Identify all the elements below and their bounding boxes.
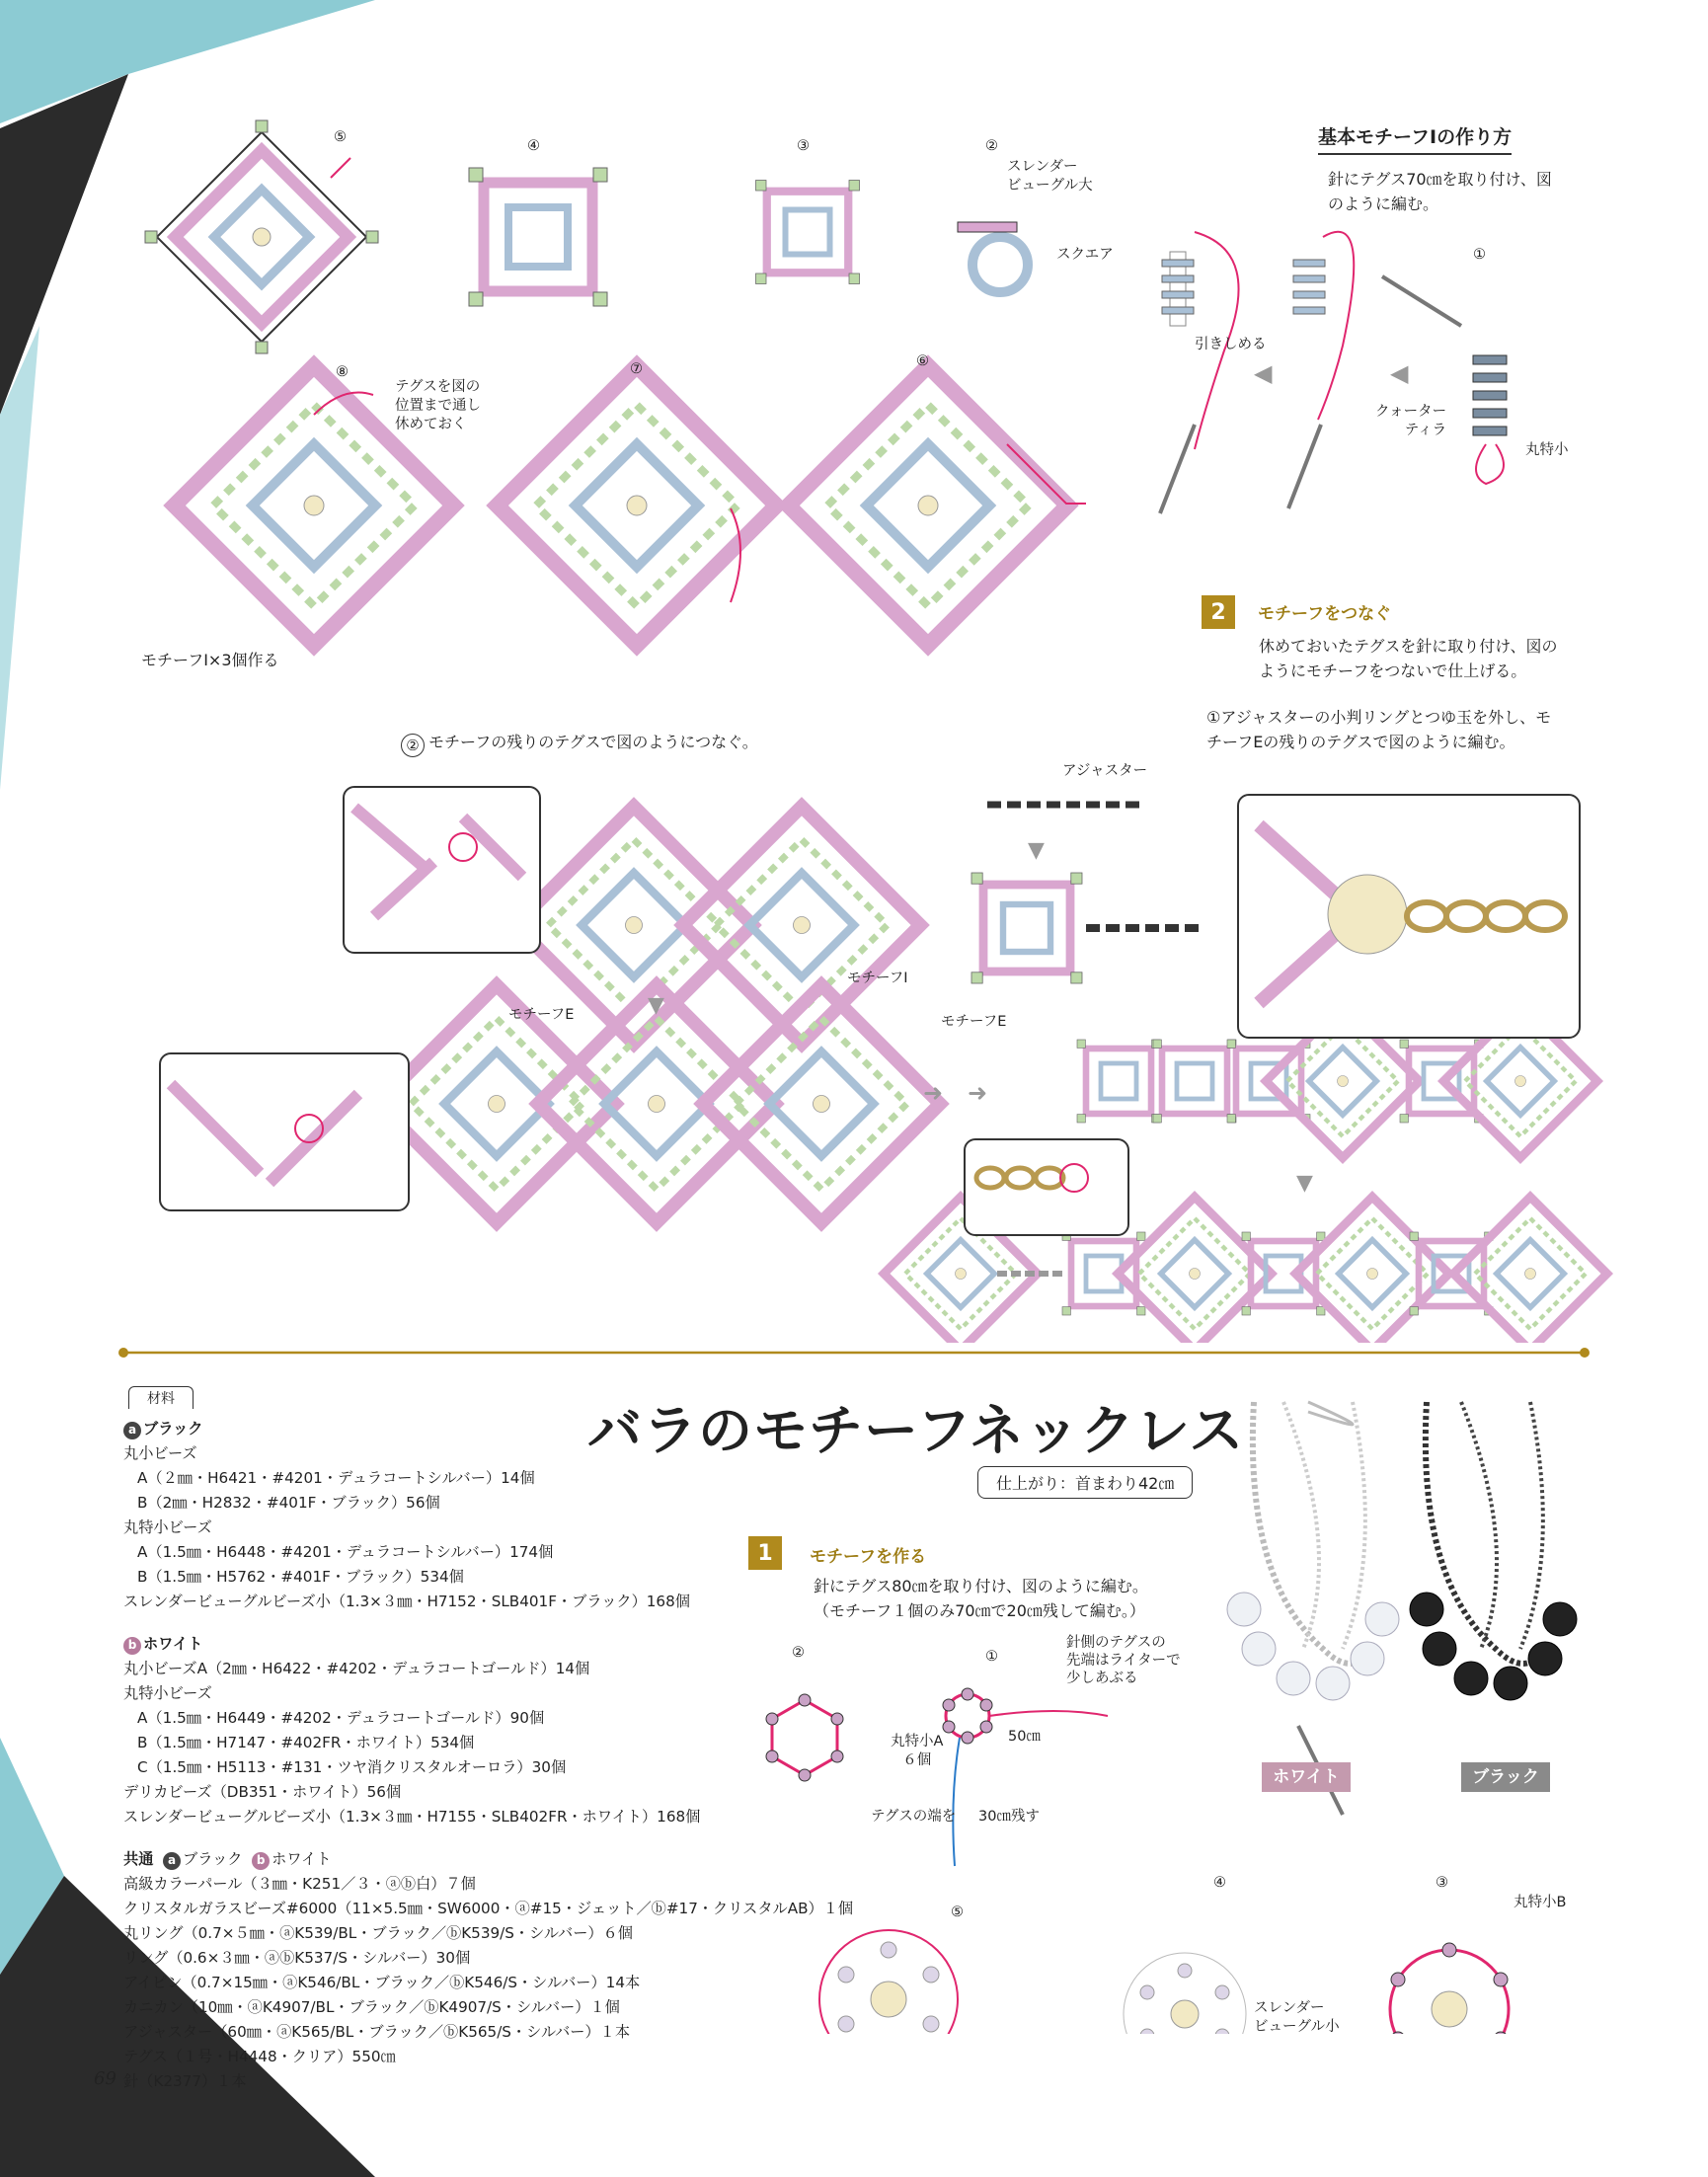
material-b-item: スレンダービューグルビーズ小（1.3×３㎜・H7155・SLB402FR・ホワイト）168個 — [123, 1808, 701, 1826]
material-a-item: A（1.5㎜・H6448・#4201・デュラコートシルバー）174個 — [137, 1543, 554, 1561]
inset-connection-2 — [159, 1052, 410, 1211]
basic-motif-steps — [1160, 232, 1507, 513]
slender-large-label: スレンダー ビューグル大 — [1007, 159, 1093, 194]
necklace-photos — [1224, 1382, 1590, 1757]
needle-tip-label: 針側のテグスの 先端はライターで 少しあぶる — [1066, 1635, 1181, 1687]
step-5-label: ⑤ — [334, 129, 347, 145]
svg-text:◀: ◀ — [1254, 359, 1273, 387]
tegusu-end-label: テグスの端を — [871, 1809, 957, 1825]
common-a: ブラック — [183, 1850, 243, 1868]
rose-step-4: ④ — [1213, 1875, 1226, 1891]
section-2-title: モチーフをつなぐ — [1258, 604, 1392, 624]
inset-connection-1 — [343, 786, 541, 954]
common-item: カニカン（10㎜・ⓐK4907/BL・ブラック／ⓑK4907/S・シルバー）１個 — [123, 1998, 620, 2016]
tegusu-rest-label: テグスを図の 位置まで通し 休めておく — [395, 379, 481, 432]
motif-i-x3-label: モチーフI×3個作る — [141, 651, 279, 669]
rose-step-5: ⑤ — [951, 1905, 964, 1920]
svg-text:▼: ▼ — [1296, 1171, 1313, 1196]
common-item: アジャスター（60㎜・ⓐK565/BL・ブラック／ⓑK565/S・シルバー）１本 — [123, 2023, 631, 2041]
maru-toku-sho-label: 丸特小 — [1525, 442, 1569, 458]
materials-label: 材料 — [128, 1386, 194, 1409]
finish-size: 仕上がり：首まわり42㎝ — [977, 1466, 1193, 1499]
material-b-item: C（1.5㎜・H5113・#131・ツヤ消クリスタルオーロラ）30個 — [137, 1758, 567, 1776]
maru-a-label: 丸特小A ６個 — [891, 1734, 944, 1768]
hikishimeru-label: 引きしめる — [1195, 337, 1267, 352]
material-a-item: B（1.5㎜・H5762・#401F・ブラック）534個 — [137, 1568, 464, 1586]
connect-step-1-text: ①アジャスターの小判リングとつゆ玉を外し、モ チーフEの残りのテグスで図のように編む。 — [1206, 708, 1552, 751]
motif-i-label: モチーフI — [847, 971, 908, 986]
common-item: リング（0.6×３㎜・ⓐⓑK537/S・シルバー）30個 — [123, 1949, 471, 1967]
material-b-item: B（1.5㎜・H7147・#402FR・ホワイト）534個 — [137, 1734, 475, 1751]
step-7-label: ⑦ — [630, 361, 643, 377]
common-b: ホワイト — [272, 1850, 332, 1868]
common-item: 針（K2377）１本 — [123, 2072, 247, 2090]
page-title: バラのモチーフネックレス — [587, 1398, 1245, 1462]
motif-e-label: モチーフE — [508, 1007, 575, 1023]
maru-b-label: 丸特小B — [1514, 1895, 1567, 1910]
common-item: 丸リング（0.7×５㎜・ⓐK539/BL・ブラック／ⓑK539/S・シルバー）６個 — [123, 1924, 633, 1942]
section-2-text: 休めておいたテグスを針に取り付け、図の ようにモチーフをつないで仕上げる。 — [1259, 637, 1558, 680]
basic-motif-title: 基本モチーフIの作り方 — [1318, 122, 1512, 155]
adjuster-label: アジャスター — [1062, 763, 1148, 779]
inset-chain — [964, 1138, 1129, 1236]
svg-text:➜: ➜ — [923, 1079, 944, 1107]
rose-step-1: ① — [985, 1649, 998, 1665]
svg-text:▼: ▼ — [1028, 838, 1045, 863]
basic-step-1: ① — [1473, 247, 1486, 263]
inset-adjuster — [1237, 794, 1581, 1039]
step-2-label: ② — [985, 138, 998, 154]
common-item: クリスタルガラスビーズ#6000（11×5.5㎜・SW6000・ⓐ#15・ジェット／ⓑ#17・クリスタルAB）１個 — [123, 1900, 854, 1917]
square-label: スクエア — [1056, 247, 1114, 263]
material-b-item: 丸小ビーズA（2㎜・H6422・#4202・デュラコートゴールド）14個 — [123, 1660, 590, 1677]
rose-step-2: ② — [792, 1645, 805, 1661]
material-a-title: ブラック — [143, 1420, 203, 1438]
black-variant-label: ブラック — [1461, 1762, 1550, 1792]
materials-list: a ブラック 丸小ビーズ A（２㎜・H6421・#4201・デュラコートシルバー）14個 B（2㎜・H2832・#401F・ブラック）56個 丸特小ビーズ A（1.5㎜・H6448・#4201・デュラコートシルバー）174個 B（1.5㎜・H5762・#401F・ブラック）534個 スレンダービューグルビーズ小（1.3×３㎜・H7152・SLB401F・ブラック）168個 b ホワイト 丸小ビーズA（2㎜・H6422・#4202・デュラコートゴールド）14個 丸特小ビーズ A（1.5㎜・H6449・#4202・デュラコートゴールド）90個 B（1.5㎜・H7147・#402FR・ホワイト）534個 C（1.5㎜・H5113・#131・ツヤ消クリスタルオーロラ）30個 デリカビーズ（DB351・ホワイト）56個 スレンダービューグルビーズ小（1.3×３㎜・H7155・SLB402FR・ホワイト）168個 共通 a ブラック b ホワイト 高級カラーパール（３㎜・K251／３・ⓐⓑ白）７個 クリスタルガラスビーズ#6000（11×5.5㎜・SW6000・ⓐ#15・ジェット／ⓑ#17・クリスタルAB）１個 丸リング（0.7×５㎜・ⓐK539/BL・ブラック／ⓑK539/S・シルバー）６個 リング（0.6×３㎜・ⓐⓑK537/S・シルバー）30個 アイピン（0.7×15㎜・ⓐK546/BL・ブラック／ⓑK546/S・シルバー）14本 カニカン（10㎜・ⓐK4907/BL・ブラック／ⓑK4907/S・シルバー）１個 アジャスター（60㎜・ⓐK565/BL・ブラック／ⓑK565/S・シルバー）１本 テグス（１号・H4448・クリア）550㎝ 針（K2377）１本 — [123, 1417, 853, 2094]
section-1-text: 針にテグス80㎝を取り付け、図のように編む。 （モチーフ１個のみ70㎝で20㎝残して編む。） — [814, 1577, 1148, 1620]
material-a-item: 丸特小ビーズ — [123, 1518, 212, 1536]
rose-step-3: ③ — [1436, 1875, 1448, 1891]
basic-motif-text: 針にテグス70㎝を取り付け、図 のように編む。 — [1328, 170, 1552, 213]
common-title: 共通 — [123, 1850, 154, 1868]
section-1-number: 1 — [748, 1536, 782, 1570]
material-a-item: A（２㎜・H6421・#4201・デュラコートシルバー）14個 — [137, 1469, 535, 1487]
svg-text:➜: ➜ — [968, 1079, 988, 1107]
length-30cm: 30㎝残す — [978, 1809, 1040, 1825]
step-6-label: ⑥ — [916, 353, 929, 369]
material-a-item: 丸小ビーズ — [123, 1444, 197, 1462]
common-item: アイピン（0.7×15㎜・ⓐK546/BL・ブラック／ⓑK546/S・シルバー）14本 — [123, 1974, 641, 1991]
connect-step-2-text: モチーフの残りのテグスで図のようにつなぐ。 — [428, 733, 758, 751]
section-2-number: 2 — [1202, 595, 1235, 629]
connect-step-2-num: ② — [401, 734, 425, 757]
material-b-item: 丸特小ビーズ — [123, 1684, 212, 1702]
material-b-item: A（1.5㎜・H6449・#4202・デュラコートゴールド）90個 — [137, 1709, 545, 1727]
svg-text:▼: ▼ — [648, 993, 664, 1018]
length-50cm: 50㎝ — [1008, 1729, 1041, 1745]
common-item: 高級カラーパール（３㎜・K251／３・ⓐⓑ白）７個 — [123, 1875, 476, 1893]
motif-e-label-2: モチーフE — [941, 1014, 1007, 1030]
svg-text:◀: ◀ — [1390, 359, 1409, 387]
page-number: 69 — [94, 2068, 116, 2089]
common-item: テグス（１号・H4448・クリア）550㎝ — [123, 2048, 396, 2065]
section-1-title: モチーフを作る — [810, 1547, 927, 1567]
step-3-label: ③ — [797, 138, 810, 154]
step-8-label: ⑧ — [336, 364, 349, 380]
material-b-item: デリカビーズ（DB351・ホワイト）56個 — [123, 1783, 402, 1801]
step-4-label: ④ — [527, 138, 540, 154]
white-variant-label: ホワイト — [1262, 1762, 1351, 1792]
slender-small-label: スレンダー ビューグル小 — [1254, 2000, 1340, 2035]
material-b-title: ホワイト — [143, 1635, 203, 1653]
material-a-item: B（2㎜・H2832・#401F・ブラック）56個 — [137, 1494, 440, 1512]
quarter-tila-label: クォーター ティラ — [1375, 404, 1447, 438]
material-a-item: スレンダービューグルビーズ小（1.3×３㎜・H7152・SLB401F・ブラック）168個 — [123, 1593, 690, 1610]
